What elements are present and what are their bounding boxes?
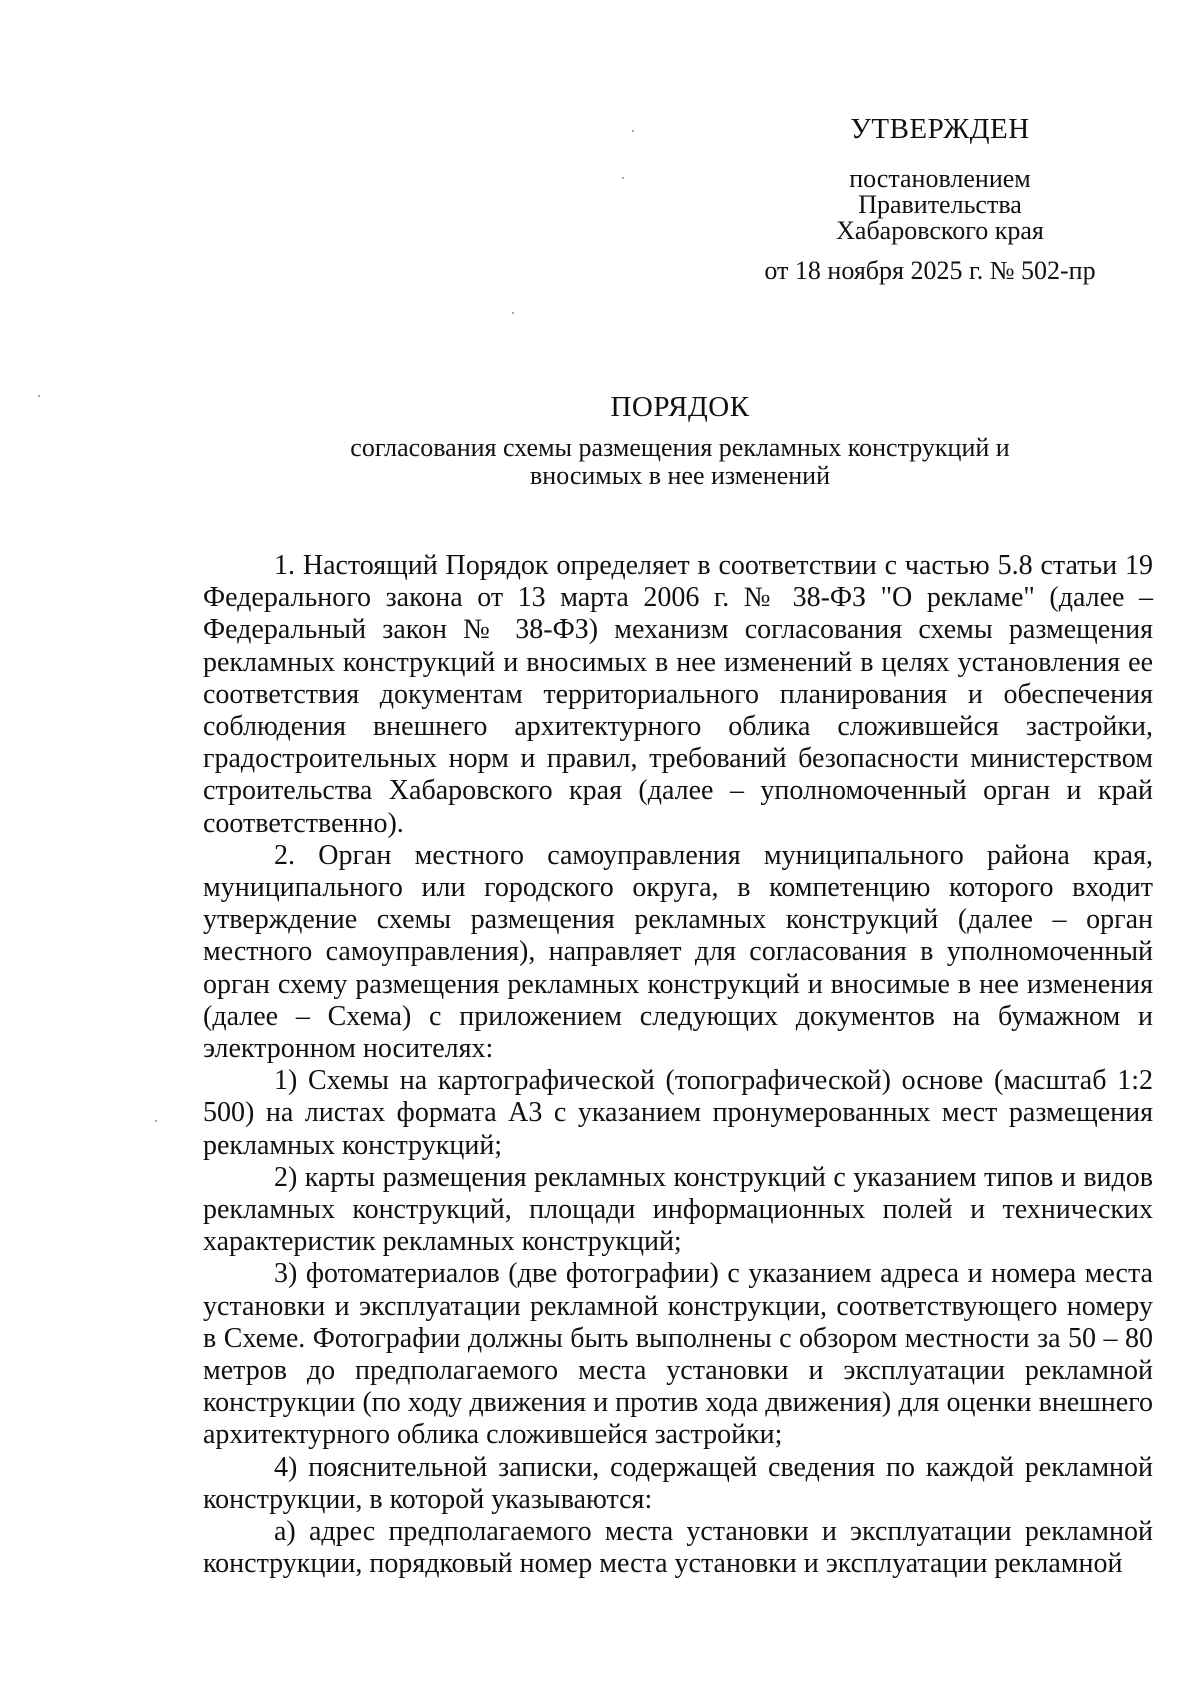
document-heading [280,390,1080,490]
list-item-3: 3) фотоматериалов (две фотографии) с указанием адреса и номера места установки и эксплуатации рекламной конструкции, соответствующего номеру в Схеме. Фотографии должны быть выполнены с обзором местности за 50 – 80 метров до предполагаемого места установки и эксплуатации рекламной конструкции (по ходу движения и против хода движения) для оценки внешнего архитектурного облика сложившейся застройки; [203,1258,1153,1451]
paragraph-2: 2. Орган местного самоуправления муниципального района края, муниципального или городского округа, в компетенцию которого входит утверждение схемы размещения рекламных конструкций (далее – орган местного самоуправления), направляет для согласования в уполномоченный орган схему размещения рекламных конструкций и вносимые в нее изменения (далее – Схема) с приложением следующих документов на бумажном и электронном носителях: [203,839,1153,1065]
scan-speck [632,130,634,132]
scan-speck [622,177,624,179]
list-item-2: 2) карты размещения рекламных конструкций с указанием типов и видов рекламных конструкций, площади информационных полей и технических характеристик рекламных конструкций; [203,1161,1153,1258]
approval-stamp [760,112,1120,286]
document-title: ПОРЯДОК [610,391,750,423]
approval-date: от 18 ноября 2025 г. № 502-пр [764,256,1096,285]
approval-line-government: Правительства [858,190,1022,219]
sub-item-a: а) адрес предполагаемого места установки и эксплуатации рекламной конструкции, порядковый номер места установки и эксплуатации рекламной [203,1516,1153,1580]
document-body [203,550,1153,1581]
list-item-4: 4) пояснительной записки, содержащей сведения по каждой рекламной конструкции, в которой указываются: [203,1451,1153,1515]
approval-line-region: Хабаровского края [836,216,1044,245]
scan-speck [38,395,40,397]
approval-title: УТВЕРЖДЕН [850,113,1030,145]
document-subtitle-line-1: согласования схемы размещения рекламных конструкций и [350,433,1010,462]
paragraph-1: 1. Настоящий Порядок определяет в соответствии с частью 5.8 статьи 19 Федерального закона от 13 марта 2006 г. № 38-ФЗ "О рекламе" (далее – Федеральный закон № 38-ФЗ) механизм согласования схемы размещения рекламных конструкций и вносимых в нее изменений в целях установления ее соответствия документам территориального планирования и обеспечения соблюдения внешнего архитектурного облика сложившейся застройки, градостроительных норм и правил, требований безопасности министерством строительства Хабаровского края (далее – уполномоченный орган и край соответственно). [203,550,1153,839]
approval-line-resolution: постановлением [849,164,1031,193]
scan-speck [512,312,514,314]
list-item-1: 1) Схемы на картографической (топографической) основе (масштаб 1:2 500) на листах формата А3 с указанием пронумерованных мест размещения рекламных конструкций; [203,1065,1153,1161]
scan-speck [155,1120,157,1122]
document-subtitle-line-2: вносимых в нее изменений [530,461,830,490]
